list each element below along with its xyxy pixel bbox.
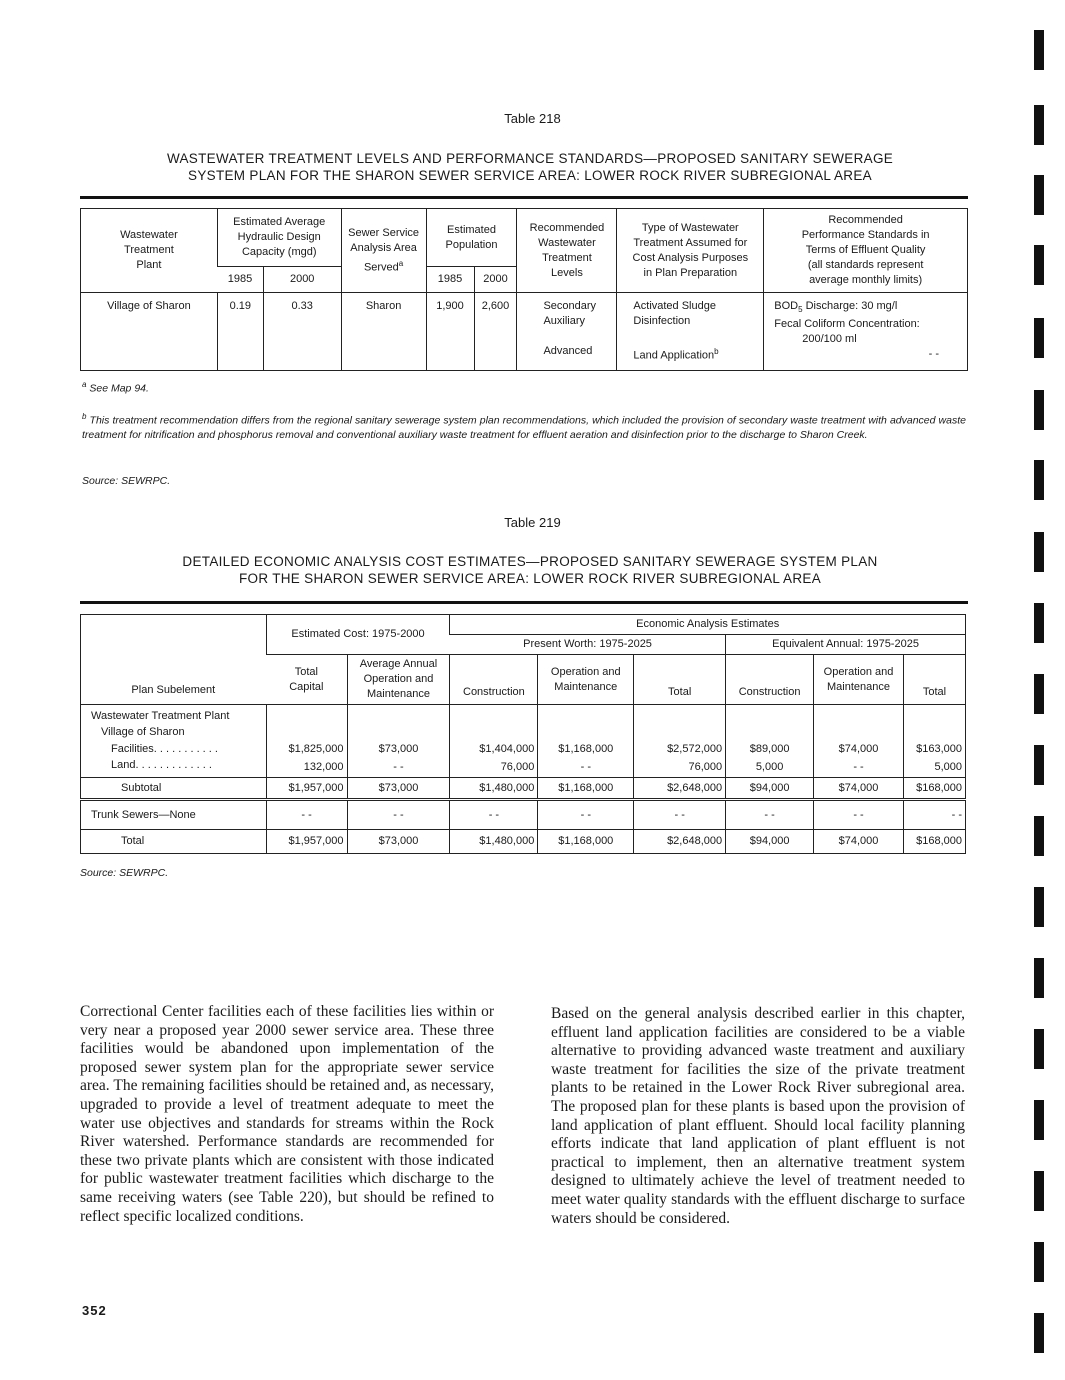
col-header-avg-annual: Average Annual Operation and Maintenance	[347, 655, 450, 705]
col-header-total-capital: Total Capital	[289, 665, 324, 693]
col-header-pw-om: Operation and Maintenance	[538, 655, 634, 705]
col-header-subelement: Plan Subelement	[131, 684, 216, 696]
table-row: Wastewater Treatment Plant	[81, 705, 966, 725]
table-row: Facilities. . . . . . . . . . . $1,825,000 $73,000 $1,404,000 $1,168,000 $2,572,000 $89,000 $74,000 $163,000	[81, 741, 966, 758]
col-header-pop-2000: 2000	[474, 267, 517, 293]
col-header-cap-1985: 1985	[227, 273, 253, 285]
col-header-econ: Economic Analysis Estimates	[450, 615, 966, 635]
col-header-cap-2000: 2000	[263, 267, 341, 293]
table-219-heading-line: FOR THE SHARON SEWER SERVICE AREA: LOWER ROCK RIVER SUBREGIONAL AREA	[238, 571, 822, 586]
edge-mark	[1034, 532, 1044, 572]
edge-mark	[1034, 175, 1044, 215]
footnote-b: $^b$ This treatment recommendation differs from the regional sanitary sewerage system plan recommendations, which included the provision of secondary waste treatment with advanced waste treatment for nitrification and phosphorus removal and conventional auxiliary waste treatment for effluent aeration and disinfection prior to the discharge to Sharon Creek.	[82, 412, 966, 441]
col-header-sewer-area: Sewer Service Analysis Area Served$^a$	[341, 209, 426, 293]
table-219-heading-line: DETAILED ECONOMIC ANALYSIS COST ESTIMATES—PROPOSED SANITARY SEWERAGE SYSTEM PLAN	[182, 554, 878, 569]
table-219-top-rule	[80, 601, 968, 604]
table-218-heading-line: WASTEWATER TREATMENT LEVELS AND PERFORMANCE STANDARDS—PROPOSED SANITARY SEWERAGE	[166, 151, 894, 166]
col-header-present-worth: Present Worth: 1975-2025	[450, 635, 726, 655]
table-row: Trunk Sewers—None - - - - - - - - - - - - - - - -	[81, 800, 966, 830]
table-row: Total $1,957,000 $73,000 $1,480,000 $1,168,000 $2,648,000 $94,000 $74,000 $168,000	[81, 830, 966, 854]
col-header-levels: Recommended Wastewater Treatment Levels	[517, 209, 617, 293]
edge-mark	[1034, 674, 1044, 714]
col-header-ea-total: Total	[903, 655, 965, 705]
col-header-population: Estimated Population	[426, 209, 517, 267]
col-header-plant: Wastewater Treatment Plant	[120, 229, 178, 271]
page-number: 352	[82, 1303, 107, 1318]
edge-mark	[1034, 318, 1044, 358]
edge-mark	[1034, 1100, 1044, 1140]
footnote-a: $^a$ See Map 94.	[82, 380, 149, 395]
table-219-heading	[120, 553, 940, 587]
body-text-right: Based on the general analysis described earlier in this chapter, effluent land application facilities are considered to be a viable alternative to providing advanced waste treatment and auxiliary waste treatment for facilities the size of the private treatment plants to be retained in the Lower Rock River subregional area. The proposed plan for these plants is based upon the provision of land application of plant effluent. Should local facility planning efforts indicate that land application of plant effluent is not practical to implement, then an alternative treatment system designed to ultimately achieve the level of treatment needed to meet water quality standards with the effluent discharge to surface waters should be considered.	[551, 1005, 965, 1227]
col-header-capacity: Estimated Average Hydraulic Design Capacity (mgd)	[217, 209, 341, 267]
edge-mark	[1034, 816, 1044, 856]
col-header-standards: Recommended Performance Standards in Terms of Effluent Quality (all standards represent average monthly limits)	[764, 209, 968, 293]
edge-mark	[1034, 958, 1044, 998]
table-218-top-rule	[80, 196, 968, 199]
table-218	[80, 208, 968, 371]
edge-mark	[1034, 1171, 1044, 1211]
table-219-label: Table 219	[504, 515, 561, 530]
edge-mark	[1034, 1313, 1044, 1353]
edge-mark	[1034, 245, 1044, 285]
table-row: Subtotal $1,957,000 $73,000 $1,480,000 $1,168,000 $2,648,000 $94,000 $74,000 $168,000	[81, 778, 966, 800]
col-header-pw-construction: Construction	[450, 655, 538, 705]
table-row: Village of Sharon	[81, 724, 966, 741]
col-header-ea-om: Operation and Maintenance	[814, 655, 904, 705]
edge-mark	[1034, 887, 1044, 927]
table-219-source: Source: SEWRPC.	[80, 867, 169, 879]
col-header-equiv-annual: Equivalent Annual: 1975-2025	[726, 635, 966, 655]
col-header-est-cost: Estimated Cost: 1975-2000	[266, 615, 450, 655]
edge-mark	[1034, 30, 1044, 70]
table-218-heading	[120, 150, 940, 184]
table-218-source: Source: SEWRPC.	[82, 475, 171, 487]
col-header-type: Type of Wastewater Treatment Assumed for Cost Analysis Purposes in Plan Preparation	[617, 209, 764, 293]
edge-mark	[1034, 1242, 1044, 1282]
edge-mark	[1034, 745, 1044, 785]
table-row: Village of Sharon 0.19 0.33 Sharon 1,900 2,600 Secondary Auxiliary Advanced Activated Sludge Disinfection Land Application$^b$ $BOD_5$ Discharge: 30 mg/l Fecal Coliform Concentration: 200/100 ml - -	[81, 293, 968, 371]
col-header-pop-1985: 1985	[426, 267, 474, 293]
col-header-pw-total: Total	[634, 655, 726, 705]
table-218-heading-line: SYSTEM PLAN FOR THE SHARON SEWER SERVICE AREA: LOWER ROCK RIVER SUBREGIONAL AREA	[188, 168, 872, 183]
edge-mark	[1034, 603, 1044, 643]
table-row: Land. . . . . . . . . . . . . 132,000 - - 76,000 - - 76,000 5,000 - - 5,000	[81, 758, 966, 778]
col-header-ea-construction: Construction	[726, 655, 814, 705]
table-219	[80, 614, 966, 854]
edge-mark	[1034, 460, 1044, 500]
table-218-label: Table 218	[504, 111, 561, 126]
edge-mark	[1034, 1029, 1044, 1069]
edge-mark	[1034, 390, 1044, 430]
body-text-left: Correctional Center facilities each of these facilities lies within or very near a proposed year 2000 sewer service area. These three facilities would be abandoned upon implementation of the proposed sewer system plan for the appropriate sewer service area. The remaining facilities should be retained and, as necessary, upgraded to provide a level of treatment adequate to meet the water use objectives and standards for streams within the Rock River watershed. Performance standards are recommended for these two private plants which are consistent with those indicated for public wastewater treatment facilities which discharge to the same receiving waters (see Table 220), but should be refined to reflect specific localized conditions.	[80, 1003, 494, 1225]
